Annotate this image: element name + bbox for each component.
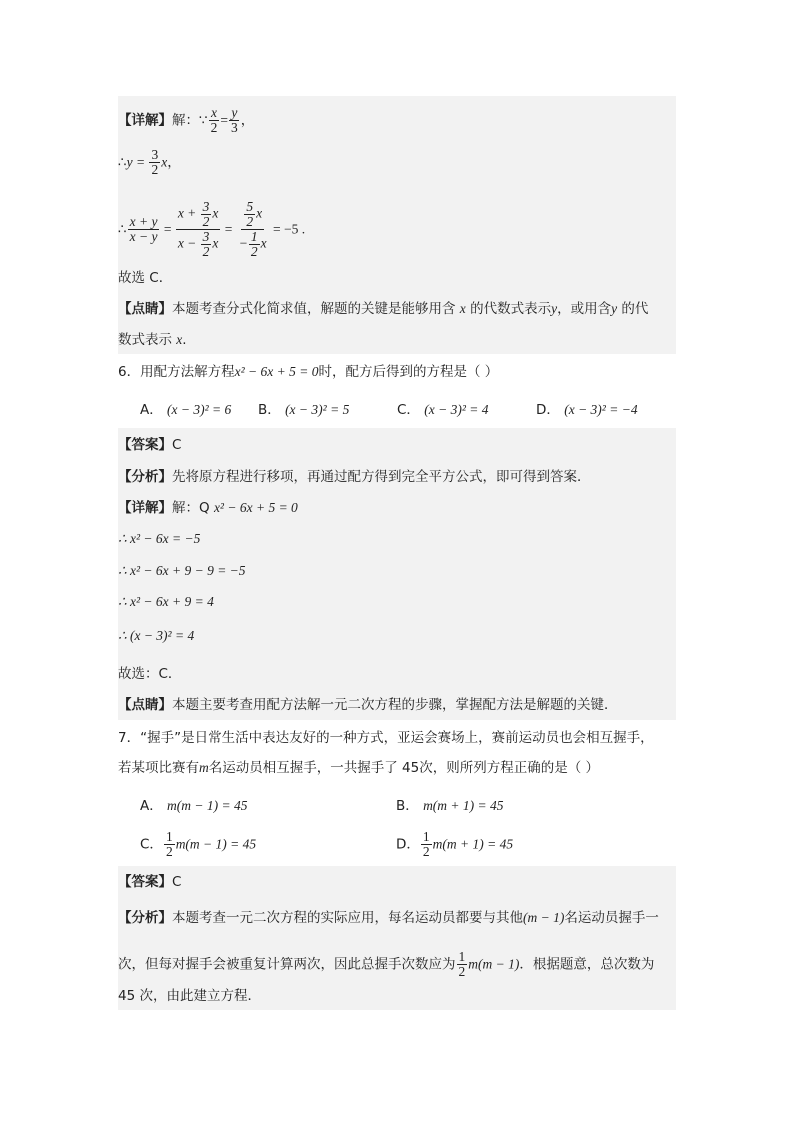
option-label: B． [258, 402, 281, 418]
eq-sign: = [160, 221, 175, 237]
frac-num: 5 [246, 199, 254, 214]
answer-section-q6 [118, 428, 676, 720]
var-y: y [551, 301, 558, 316]
answer-tag: 【答案】 [118, 874, 172, 890]
option-label: A． [140, 402, 163, 418]
fraction-half [457, 950, 468, 979]
inner-frac [201, 200, 212, 229]
option-expr: m(m + 1) = 45 [423, 798, 504, 813]
frac-den: 2 [165, 844, 173, 859]
frac-num: 1 [165, 829, 173, 844]
x-plus: x + [177, 205, 200, 221]
dianjing-text: 本题主要考查用配方法解一元二次方程的步骤，掌握配方法是解题的关键． [172, 697, 618, 713]
period: . [182, 332, 187, 348]
result: = −5 . [269, 221, 306, 237]
dianjing-text: 本题考查分式化简求值，解题的关键是能够用含 [172, 301, 456, 317]
inner-frac [201, 230, 212, 259]
q6-detail-line [118, 498, 298, 518]
option-expr: (x − 3)² = −4 [564, 402, 638, 417]
frac-num: y [231, 105, 238, 120]
q7-stem-line-2 [118, 758, 599, 778]
var-x: x [176, 332, 183, 347]
q6-answer-line [118, 435, 181, 455]
inner-frac [244, 200, 255, 229]
var-m: m [199, 760, 209, 775]
q7-answer-line [118, 872, 181, 892]
q7-analysis-line-2 [118, 950, 654, 979]
q6-stem [118, 362, 498, 382]
detail-prefix: 解：Q [172, 500, 210, 516]
detail-tag: 【详解】 [118, 500, 172, 516]
detail-text: 解：∵ [172, 112, 208, 129]
x-minus: x − [177, 235, 200, 251]
y-eq: y = [126, 154, 149, 170]
fraction-y-over-3 [229, 106, 240, 135]
frac-num: 1 [422, 829, 430, 844]
var-x: x [212, 205, 219, 221]
option-label: D． [396, 836, 420, 853]
dianjing-tag: 【点睛】 [118, 697, 172, 713]
q6-option-c [397, 398, 489, 418]
dianjing-tag: 【点睛】 [118, 301, 172, 317]
var-x: x [212, 235, 219, 251]
comma: ， [240, 112, 255, 129]
analysis-text: 本题考查一元二次方程的实际应用，每名运动员都要与其他 [172, 910, 523, 926]
detail-equation: x² − 6x + 5 = 0 [213, 500, 298, 515]
option-expr: (x − 3)² = 4 [424, 402, 489, 417]
option-expr: m(m − 1) = 45 [175, 836, 257, 852]
frac-den: 3 [230, 120, 238, 135]
choice-line: 故选 C． [118, 270, 173, 286]
fraction-x-over-2 [209, 106, 220, 135]
q6-stem-suffix: 时，配方后得到的方程是（ ） [318, 364, 499, 380]
q6-choice: 故选：C． [118, 666, 182, 682]
detail-line-1 [118, 106, 254, 135]
q6-step-3: ∴ x² − 6x + 9 = 4 [118, 594, 214, 609]
dianjing-line-2 [118, 330, 187, 350]
q6-step-2: ∴ x² − 6x + 9 − 9 = −5 [118, 563, 246, 578]
frac-num [176, 200, 221, 230]
answer-value: C [172, 874, 182, 890]
q7-option-a [140, 794, 248, 814]
therefore-sign: ∴ [118, 221, 127, 238]
q7-option-b [396, 794, 504, 814]
therefore-sign: ∴ [118, 154, 127, 171]
eq-sign: = [220, 112, 228, 128]
q6-stem-prefix: 6．用配方法解方程 [118, 364, 235, 380]
answer-value: C [172, 437, 182, 453]
q6-step-4: ∴ (x − 3)² = 4 [118, 628, 195, 643]
frac-den [176, 230, 221, 259]
frac-den: 2 [422, 844, 430, 859]
detail-section-q5 [118, 96, 676, 354]
analysis-expr: m(m − 1) [468, 956, 520, 972]
option-label: C． [397, 402, 420, 418]
fraction-compound-2 [237, 200, 269, 259]
q6-option-d [536, 398, 638, 418]
fraction-compound [176, 200, 221, 259]
frac-num: 3 [202, 229, 210, 244]
q6-step-1: ∴ x² − 6x = −5 [118, 531, 201, 546]
q7-analysis-line-3: 45 次，由此建立方程． [118, 988, 261, 1004]
q7-analysis-line-1 [118, 908, 659, 928]
inner-frac [249, 230, 260, 259]
q6-equation: x² − 6x + 5 = 0 [234, 364, 319, 379]
var-x: x [256, 205, 263, 221]
detail-line-3 [118, 200, 305, 259]
analysis-expr: (m − 1) [523, 910, 565, 925]
comma: ， [167, 154, 181, 171]
q7-text: 名运动员相互握手，一共握手了 45次，则所列方程正确的是（ ） [208, 760, 600, 776]
analysis-tag: 【分析】 [118, 469, 172, 485]
frac-den: 2 [202, 244, 210, 259]
option-expr: m(m + 1) = 45 [432, 836, 514, 852]
frac-den: 2 [202, 214, 210, 229]
frac-den: 2 [246, 214, 254, 229]
q7-stem-line-1: 7．“握手”是日常生活中表达友好的一种方式，亚运会赛场上，赛前运动员也会相互握手， [118, 730, 654, 746]
q6-dianjing-line [118, 695, 618, 715]
fraction-3-over-2 [149, 148, 160, 177]
dianjing-text: ，或用含 [557, 301, 612, 317]
frac-num [241, 200, 264, 230]
detail-tag: 【详解】 [118, 112, 172, 129]
answer-tag: 【答案】 [118, 437, 172, 453]
analysis-tag: 【分析】 [118, 910, 172, 926]
q6-option-a [140, 398, 231, 418]
option-expr: (x − 3)² = 6 [167, 402, 232, 417]
frac-num: x [210, 105, 217, 120]
dianjing-text: 的代 [621, 301, 649, 317]
dianjing-line-1 [118, 299, 648, 319]
frac-num: 3 [151, 147, 159, 162]
q7-option-d [396, 830, 513, 859]
var-y: y [611, 301, 618, 316]
frac-den: x − y [129, 229, 158, 244]
analysis-text: 先将原方程进行移项，再通过配方得到完全平方公式，即可得到答案． [172, 469, 591, 485]
q7-text: 若某项比赛有 [118, 760, 199, 776]
var-x: x [459, 301, 466, 316]
eq-sign: = [221, 221, 236, 237]
option-label: A． [140, 798, 163, 814]
option-label: B． [396, 798, 419, 814]
dianjing-text: 数式表示 [118, 332, 172, 348]
frac-den: 2 [210, 120, 218, 135]
frac-num: x + y [129, 214, 158, 229]
frac-den: 2 [458, 964, 466, 979]
frac-num: 1 [458, 949, 466, 964]
q6-analysis-line [118, 467, 591, 487]
fraction-half [164, 830, 175, 859]
answer-section-q7 [118, 866, 676, 1010]
q7-option-c [140, 830, 256, 859]
question-7 [118, 722, 676, 866]
frac-num: 1 [250, 229, 258, 244]
analysis-text: 次，但每对握手会被重复计算两次，因此总握手次数应为 [118, 956, 456, 973]
analysis-text: ．根据题意，总次数为 [519, 956, 655, 973]
frac-den: 2 [151, 162, 159, 177]
question-6 [118, 356, 676, 426]
frac-den [237, 230, 269, 259]
frac-num: 3 [202, 199, 210, 214]
analysis-text: 名运动员握手一 [564, 910, 659, 926]
option-expr: (x − 3)² = 5 [285, 402, 350, 417]
var-x: x [260, 235, 267, 251]
q6-option-b [258, 398, 349, 418]
option-label: D． [536, 402, 560, 418]
frac-den: 2 [250, 244, 258, 259]
detail-line-2 [118, 148, 181, 177]
fraction-half [421, 830, 432, 859]
neg-sign: − [238, 235, 248, 251]
fraction-xy [128, 215, 160, 244]
option-label: C． [140, 836, 163, 853]
var-x: x [161, 154, 168, 170]
option-expr: m(m − 1) = 45 [167, 798, 248, 813]
dianjing-text: 的代数式表示 [470, 301, 552, 317]
